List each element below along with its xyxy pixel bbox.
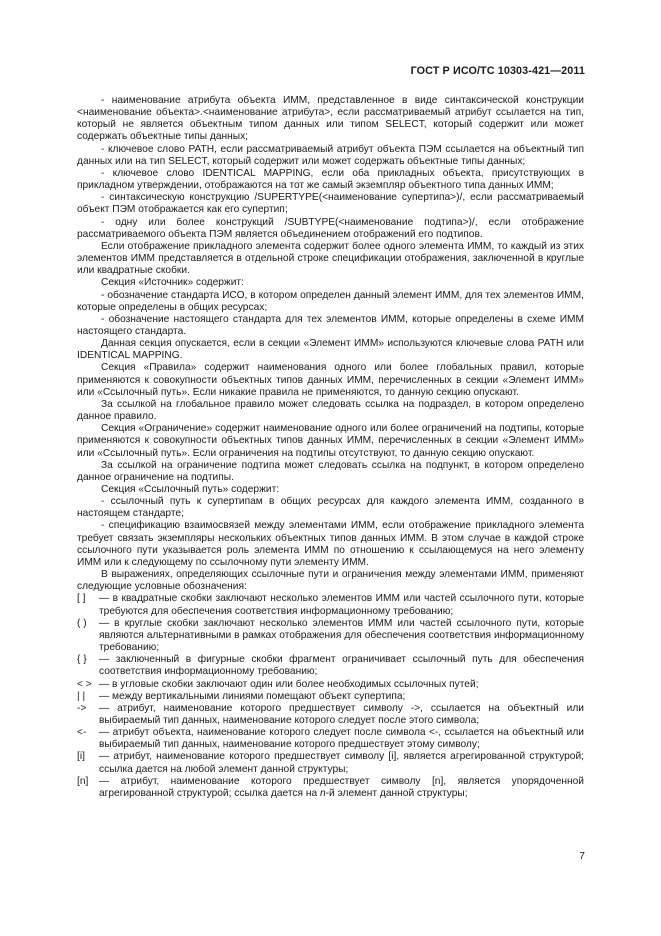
legend-symbol: [n] [77,775,89,787]
paragraph: Секция «Правила» содержит наименования одного или более глобальных правил, которые применяются к совокупности объектных типов данных ИММ, перечисленных в секции «Элемент ИММ» или «Ссылочный путь». Если никакие правила не применяются, то данную секцию опускают. [77,362,584,398]
page-number: 7 [579,850,585,862]
legend-item [77,679,584,691]
legend-text: — заключенный в фигурные скобки фрагмент ограничивает ссылочный путь для обеспечения соответствия информационному требованию; [99,654,584,678]
document-body [77,95,584,800]
legend-symbol: [ ] [77,593,86,605]
paragraph: - одну или более конструкций /SUBTYPE(<наименование подтипа>)/, если отображение рассматриваемого объекта ПЭМ является объединением отображений его подтипов. [77,216,584,240]
legend-symbol: ( ) [77,617,87,629]
legend-item [77,751,584,775]
paragraph: - ключевое слово IDENTICAL MAPPING, если оба прикладных объекта, присутствующих в прикладном утверждении, отображаются на тот же самый экземпляр объектного типа данных ИММ; [77,167,584,192]
legend-symbol: < > [77,678,92,690]
legend-text: — атрибут, наименование которого предшествует символу [i], является агрегированной структурой; ссылка дается на любой элемент данной структуры; [99,751,584,775]
legend-text-italic: n [319,787,326,799]
paragraph: В выражениях, определяющих ссылочные пути и ограничения между элементами ИММ, применяют следующие условные обозначения: [77,569,584,593]
paragraph: - обозначение настоящего стандарта для тех элементов ИММ, которые определены в схеме ИММ настоящего стандарта. [77,313,584,337]
legend-symbol: { } [77,654,87,666]
legend-text: — атрибут, наименование которого предшествует символу ->, ссылается на объектный или выбираемый тип данных, наименование которого следует после этого символа; [99,702,584,726]
paragraph: - ссылочный путь к супертипам в общих ресурсах для каждого элемента ИММ, созданного в настоящем стандарте; [77,496,584,520]
legend-item [77,691,584,703]
paragraph: Секция «Ограничение» содержит наименование одного или более ограничений на подтипы, которые применяются к совокупности объектных типов данных ИММ, перечисленных в секции «Элемент ИММ» или «Ссылочный путь». Если ограничения на подтипы отсутствуют, то данную секцию опускают. [77,423,584,459]
legend-text: — в угловые скобки заключают один или более необходимых ссылочных путей; [99,678,479,690]
paragraph: Данная секция опускается, если в секции «Элемент ИММ» используются ключевые слова PATH или IDENTICAL MAPPING. [77,338,584,362]
legend-text-after: -й элемент данной структуры; [325,787,468,799]
legend-item [77,593,584,617]
legend-text [99,776,584,800]
legend-item [77,654,584,678]
legend-symbol: [i] [77,751,85,763]
paragraph: - спецификацию взаимосвязей между элементами ИММ, если отображение прикладного элемента требует связать экземпляры нескольких объектных типов данных ИММ. В этом случае в каждой строке ссылочного пути указывается роль элемента ИММ по отношению к ссылающемуся на него элементу ИММ или к следующему по ссылочному пути элементу ИММ. [77,520,584,568]
paragraph: - синтаксическую конструкцию /SUPERTYPE(<наименование супертипа>)/, если рассматриваемый объект ПЭМ отображается как его супертип; [77,192,584,216]
legend-text: — в квадратные скобки заключают несколько элементов ИММ или частей ссылочного пути, которые требуются для обеспечения соответствия информационному требованию; [99,593,584,617]
legend-text-before: — атрибут, наименование которого предшествует символу [n], является упорядоченной агрегированной структурой; ссылка дается на [99,775,584,799]
paragraph: Если отображение прикладного элемента содержит более одного элемента ИММ, то каждый из этих элементов ИММ представляется в отдельной строке спецификации отображения, заключенной в круглые или квадратные скобки. [77,240,584,277]
standard-header: ГОСТ Р ИСО/ТС 10303-421—2011 [410,65,585,77]
legend-text: — в круглые скобки заключают несколько элементов ИММ или частей ссылочного пути, которые являются альтернативными в рамках отображения для обеспечения соответствия информационному требованию; [99,617,584,654]
legend-symbol: -> [77,702,87,714]
legend-symbol: | | [77,690,86,702]
paragraph: - обозначение стандарта ИСО, в котором определен данный элемент ИММ, для тех элементов ИММ, которые определены в общих ресурсах; [77,289,584,313]
legend-text: — атрибут объекта, наименование которого следует после символа <-, ссылается на объектный или выбираемый тип данных, наименование которого предшествует этому символу; [99,727,584,751]
paragraph: - ключевое слово PATH, если рассматриваемый атрибут объекта ПЭМ ссылается на объектный тип данных или на тип SELECT, который содержит или может содержать объектные типы данных; [77,143,584,167]
paragraph: - наименование атрибута объекта ИММ, представленное в виде синтаксической конструкции <наименование объекта>.<наименование атрибута>, если рассматриваемый атрибут ссылается на тип, который не является объектным типом данных или типом SELECT, который содержит или может содержать объектные типы данных; [77,95,584,143]
legend-item [77,727,584,751]
paragraph: Секция «Источник» содержит: [101,277,244,289]
legend-item [77,618,584,654]
legend-item [77,703,584,727]
paragraph: Секция «Ссылочный путь» содержит: [101,484,280,495]
legend-item [77,776,584,800]
paragraph: За ссылкой на ограничение подтипа может следовать ссылка на подпункт, в котором определено данное ограничение на подтипы. [77,459,584,483]
legend-symbol: <- [77,727,87,739]
paragraph: За ссылкой на глобальное правило может следовать ссылка на подраздел, в котором определено данное правило. [77,398,584,423]
legend-text: — между вертикальными линиями помещают объект супертипа; [99,690,406,702]
